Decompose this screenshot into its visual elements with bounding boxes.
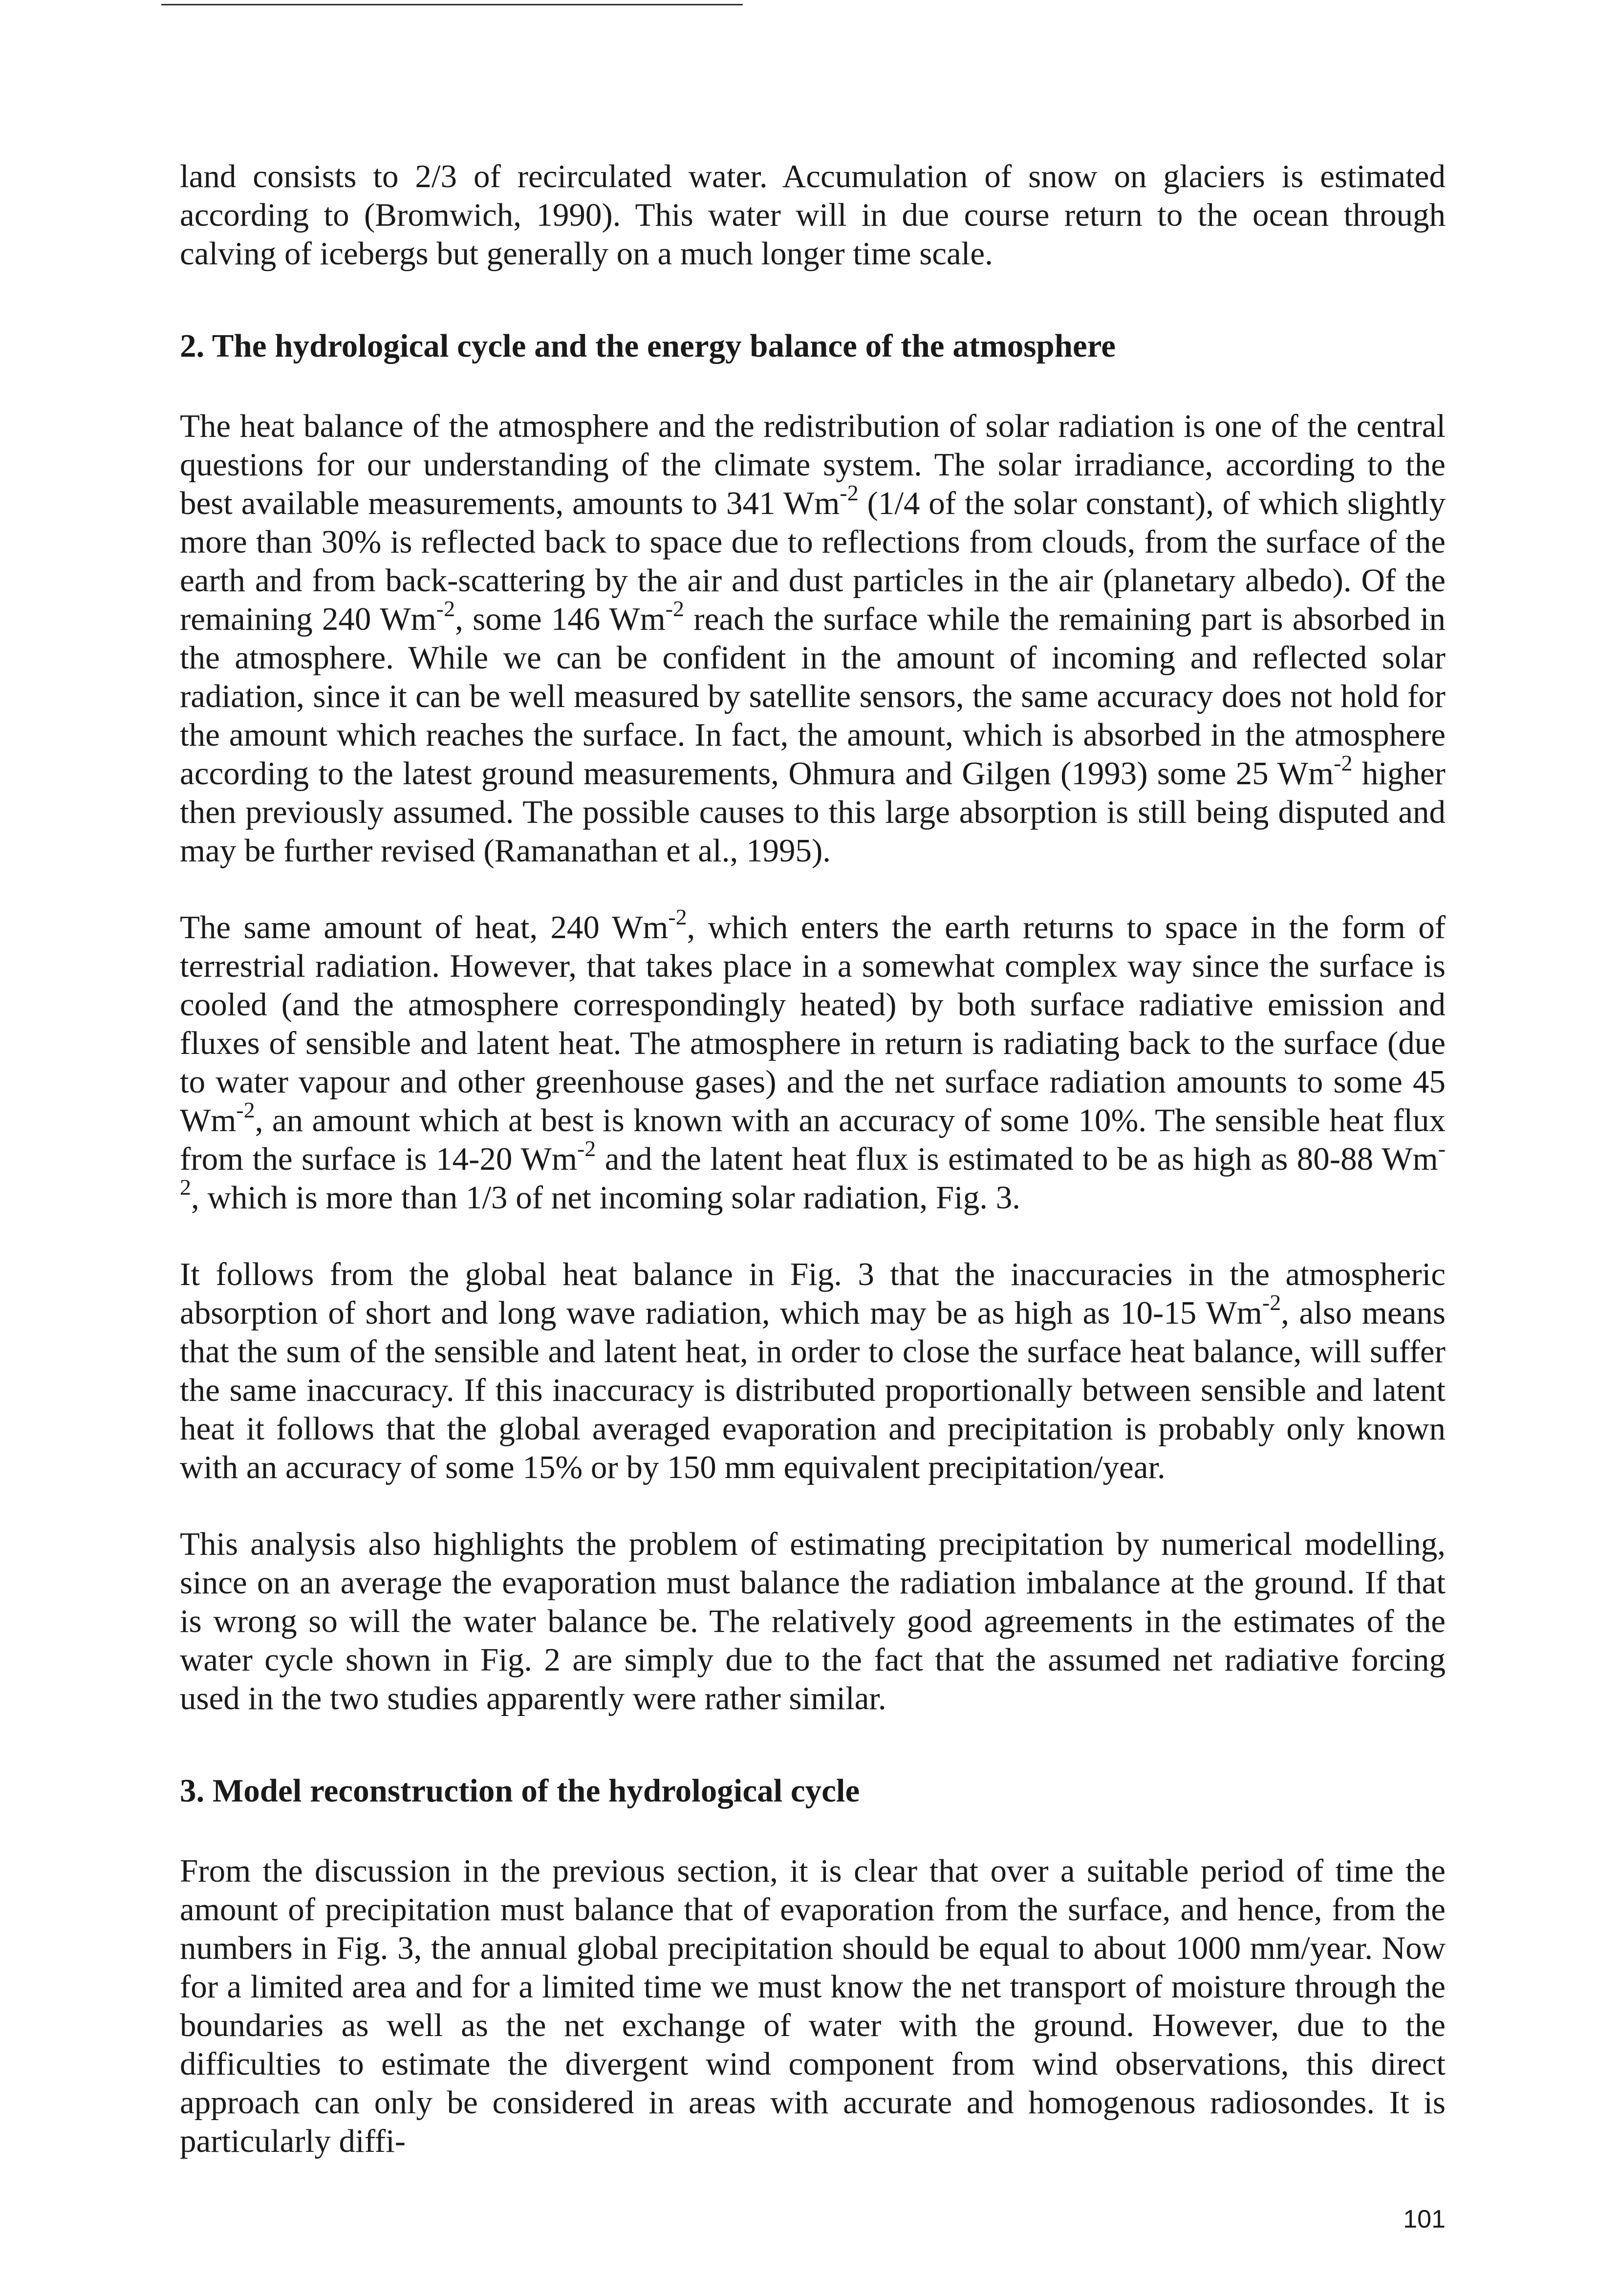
section-2-paragraph-4: This analysis also highlights the problem of estimating precipitation by numerical modelling, since on an average the evaporation must balance the radiation imbalance at the ground. If that is wrong so will the water balance be. The relatively good agreements in the estimates of the water cycle shown in Fig. 2 are simply due to the fact that the assumed net radiative forcing used in the two studies apparently were rather similar. — [180, 1526, 1446, 1717]
text-run: The heat balance of the atmosphere and the redistribution of solar radiation is one of the central questions for our understanding of the climate system. The solar irradiance, according to the best available measurements, amounts to 341 Wm — [180, 408, 1446, 521]
page-number: 101 — [1403, 2205, 1446, 2233]
superscript: -2 — [577, 1136, 596, 1161]
superscript: -2 — [1334, 751, 1353, 775]
text-run: reach the surface while the remaining part is absorbed in the atmosphere. While we can be confident in the amount of incoming and reflected solar radiation, since it can be well measured by satellite sensors, the same accuracy does not hold for the amount which reaches the surface. In fact, the amount, which is absorbed in the atmosphere according to the latest ground measurements, Ohmura and Gilgen (1993) some 25 Wm — [180, 601, 1446, 792]
text-run: , some 146 Wm — [455, 601, 666, 637]
superscript: -2 — [665, 596, 685, 621]
text-run: , which enters the earth returns to space in the form of terrestrial radiation. However, that takes place in a somewhat complex way since the surface is cooled (and the atmosphere correspondingly heated) by both surface radiative emission and fluxes of sensible and latent heat. The atmosphere in return is radiating back to the surface (due to water vapour and other greenhouse gases) and the net surface radiation amounts to some 45 Wm — [180, 909, 1446, 1138]
superscript: -2 — [436, 596, 455, 621]
section-2-paragraph-3 — [180, 1255, 1446, 1487]
superscript: -2 — [236, 1097, 255, 1122]
text-run: It follows from the global heat balance in Fig. 3 that the inaccuracies in the atmospheric absorption of short and long wave radiation, which may be as high as 10-15 Wm — [180, 1256, 1446, 1331]
section-2-heading: 2. The hydrological cycle and the energy balance of the atmosphere — [180, 328, 1116, 364]
text-run: higher then previously assumed. The possible causes to this large absorption is still being disputed and may be further revised (Ramanathan et al., 1995). — [180, 755, 1446, 869]
header-rule — [161, 4, 743, 5]
superscript: -2 — [1262, 1290, 1281, 1315]
opening-paragraph: land consists to 2/3 of recirculated water. Accumulation of snow on glaciers is estimated according to (Bromwich, 1990). This water will in due course return to the ocean through calving of icebergs but generally on a much longer time scale. — [180, 158, 1446, 272]
page-body — [180, 157, 1446, 2161]
section-3-heading: 3. Model reconstruction of the hydrological cycle — [180, 1773, 860, 1809]
section-3-paragraph-1: From the discussion in the previous section, it is clear that over a suitable period of time the amount of precipitation must balance that of evaporation from the surface, and hence, from the numbers in Fig. 3, the annual global precipitation should be equal to about 1000 mm/year. Now for a limited area and for a limited time we must know the net transport of moisture through the boundaries as well as the net exchange of water with the ground. However, due to the difficulties to estimate the divergent wind component from wind observations, this direct approach can only be considered in areas with accurate and homogenous radiosondes. It is particularly diffi- — [180, 1853, 1446, 2159]
section-2-paragraph-2 — [180, 904, 1446, 1217]
superscript: -2 — [840, 480, 859, 505]
text-run: , also means that the sum of the sensible and latent heat, in order to close the surface heat balance, will suffer the same inaccuracy. If this inaccuracy is distributed proportionally between sensible and latent heat it follows that the global averaged evaporation and precipitation is probably only known with an accuracy of some 15% or by 150 mm equivalent precipitation/year. — [180, 1295, 1446, 1485]
superscript: -2 — [668, 904, 687, 929]
text-run: and the latent heat flux is estimated to be as high as 80-88 Wm — [596, 1141, 1438, 1177]
text-run: , which is more than 1/3 of net incoming solar radiation, Fig. 3. — [191, 1180, 1021, 1216]
text-run: , an amount which at best is known with an accuracy of some 10%. The sensible heat flux from the surface is 14-20 Wm — [180, 1102, 1446, 1177]
superscript: -2 — [180, 1136, 1446, 1200]
section-2-paragraph-1 — [180, 407, 1446, 870]
text-run: (1/4 of the solar constant), of which slightly more than 30% is reflected back to space due to reflections from clouds, from the surface of the earth and from back-scattering by the air and dust particles in the air (planetary albedo). Of the remaining 240 Wm — [180, 485, 1446, 637]
text-run: The same amount of heat, 240 Wm — [180, 909, 669, 945]
